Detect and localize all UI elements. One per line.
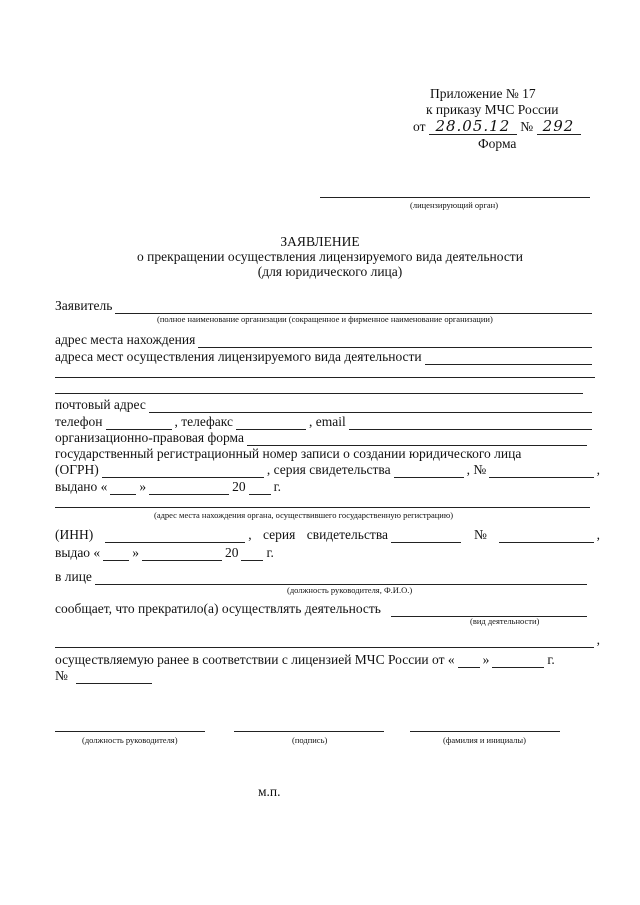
license-number-row — [55, 668, 155, 684]
position-signature-line[interactable] — [55, 731, 205, 732]
applicant-label: Заявитель — [55, 298, 113, 313]
person-caption: (должность руководителя, Ф.И.О.) — [287, 585, 413, 595]
form-label: Форма — [478, 136, 517, 151]
year-suffix: г. — [273, 479, 282, 494]
issued-day-field[interactable] — [110, 482, 136, 495]
comma-3: , — [596, 632, 600, 647]
order-date-handwritten: 28.05.12 — [429, 118, 517, 135]
activity-field-2[interactable] — [55, 635, 594, 648]
number-prefix: № — [520, 119, 534, 134]
licensing-authority-line — [320, 197, 590, 198]
issued2-row — [55, 545, 355, 561]
issued2-month-field[interactable] — [142, 548, 222, 561]
issued-label: выдано « — [55, 479, 108, 494]
registrar-line[interactable] — [55, 507, 590, 508]
name-caption: (фамилия и инициалы) — [443, 735, 526, 745]
inn-field[interactable] — [105, 530, 245, 543]
activity-addresses-line-2[interactable] — [55, 377, 595, 378]
year-prefix-2: 20 — [224, 545, 239, 560]
postal-field[interactable] — [149, 400, 592, 413]
fax-field[interactable] — [236, 417, 306, 430]
reports-row — [55, 601, 590, 617]
reports-label: сообщает, что прекратило(а) осуществлять деятельность — [55, 601, 381, 616]
order-number-handwritten: 292 — [537, 118, 581, 135]
comma-2: , — [596, 527, 600, 542]
inn-label: (ИНН) — [55, 527, 94, 542]
position-caption: (должность руководителя) — [82, 735, 178, 745]
license-month-field[interactable] — [492, 655, 544, 668]
inn-row — [55, 527, 600, 543]
address-field[interactable] — [198, 335, 592, 348]
cert-series-label: , серия свидетельства — [266, 462, 391, 477]
inn-series-label: , серия свидетельства — [248, 527, 389, 542]
issued-year-field[interactable] — [249, 482, 271, 495]
inn-series-field[interactable] — [391, 530, 461, 543]
document-subtitle-entity: (для юридического лица) — [257, 264, 403, 279]
sign-line[interactable] — [234, 731, 384, 732]
document-subtitle: о прекращении осуществления лицензируемого вида деятельности — [137, 249, 523, 264]
issued-row — [55, 479, 355, 495]
registrar-caption: (адрес места нахождения органа, осуществившего государственную регистрацию) — [154, 510, 454, 520]
issued2-day-field[interactable] — [103, 548, 129, 561]
activity-addresses-label: адреса мест осуществления лицензируемого вида деятельности — [55, 349, 422, 364]
email-label: , email — [309, 414, 346, 429]
applicant-caption: (полное наименование организации (сокращенное и фирменное наименование организации) — [157, 314, 493, 324]
quote-close: » — [139, 479, 147, 494]
issued-month-field[interactable] — [149, 482, 229, 495]
phone-field[interactable] — [106, 417, 172, 430]
activity-addresses-field[interactable] — [425, 352, 592, 365]
cert-number-field[interactable] — [489, 465, 593, 478]
phone-label: телефон — [55, 414, 103, 429]
license-number-field[interactable] — [76, 671, 152, 684]
issued2-label: выдао « — [55, 545, 101, 560]
in-person-label: в лице — [55, 569, 92, 584]
activity-line-row — [55, 632, 600, 648]
order-reference: к приказу МЧС России — [426, 102, 559, 117]
quote-close-2: » — [132, 545, 139, 560]
comma: , — [596, 462, 600, 477]
license-row — [55, 652, 600, 668]
address-row — [55, 332, 595, 348]
activity-caption: (вид деятельности) — [470, 616, 540, 626]
order-date-row — [413, 118, 581, 135]
ogrn-row — [55, 462, 600, 478]
inn-number-label: № — [474, 527, 487, 542]
activity-addresses-line-3[interactable] — [55, 393, 583, 394]
per-license-label: осуществляемую ранее в соответствии с лицензией МЧС России от « — [55, 652, 455, 667]
applicant-field[interactable] — [115, 301, 592, 314]
year-prefix: 20 — [232, 479, 246, 494]
issued2-year-field[interactable] — [241, 548, 263, 561]
date-prefix: от — [413, 119, 426, 134]
year-suffix-2: г. — [266, 545, 274, 560]
address-label: адрес места нахождения — [55, 332, 196, 347]
sign-caption: (подпись) — [292, 735, 328, 745]
cert-series-field[interactable] — [394, 465, 464, 478]
quote-close-3: » — [482, 652, 490, 667]
legal-form-row — [55, 430, 590, 446]
legal-form-label: организационно-правовая форма — [55, 430, 244, 445]
postal-label: почтовый адрес — [55, 397, 146, 412]
cert-number-label: , № — [466, 462, 487, 477]
year-suffix-3: г. — [547, 652, 555, 667]
email-field[interactable] — [349, 417, 592, 430]
fax-label: , телефакс — [174, 414, 234, 429]
ogrn-field[interactable] — [102, 465, 264, 478]
appendix-number: Приложение № 17 — [430, 86, 536, 101]
licensing-authority-caption: (лицензирующий орган) — [410, 200, 499, 210]
stamp-placeholder: м.п. — [258, 784, 281, 799]
ogrn-line-label: государственный регистрационный номер записи о создании юридического лица — [55, 446, 522, 461]
ogrn-label: (ОГРН) — [55, 462, 99, 477]
applicant-row — [55, 298, 595, 314]
license-number-label: № — [55, 668, 68, 683]
postal-row — [55, 397, 595, 413]
in-person-field[interactable] — [95, 572, 587, 585]
in-person-row — [55, 569, 590, 585]
license-day-field[interactable] — [458, 655, 480, 668]
document-title: ЗАЯВЛЕНИЕ — [280, 234, 360, 249]
legal-form-field[interactable] — [247, 433, 587, 446]
name-signature-line[interactable] — [410, 731, 560, 732]
contacts-row — [55, 414, 595, 430]
activity-addresses-row — [55, 349, 595, 365]
inn-number-field[interactable] — [499, 530, 594, 543]
